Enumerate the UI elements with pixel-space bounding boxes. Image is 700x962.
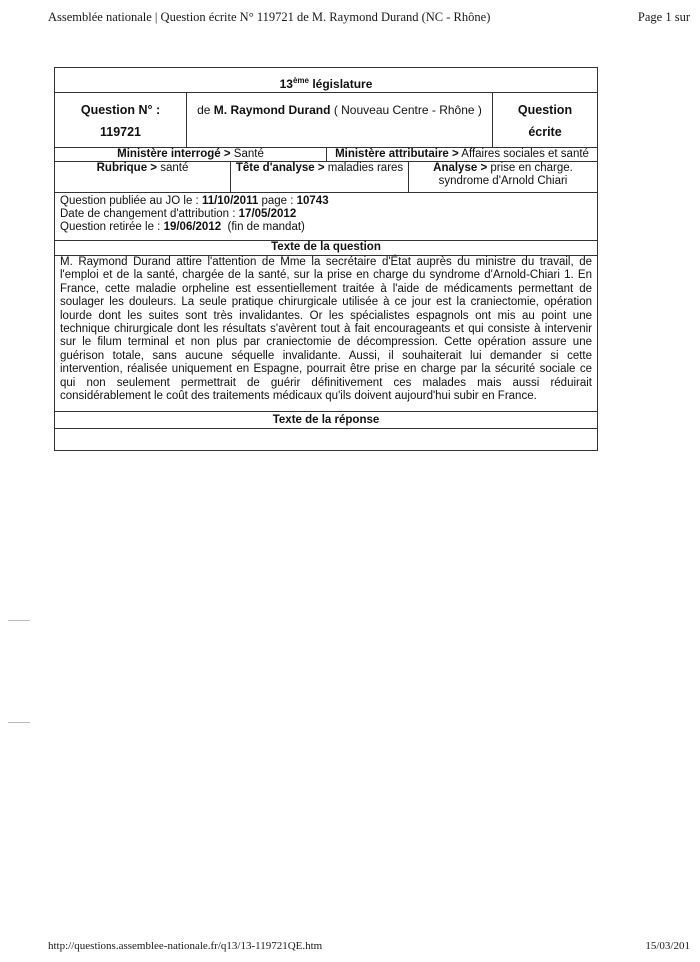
- ministry-attributed-cell: [327, 148, 597, 161]
- ministry-interrogated-label: Ministère interrogé >: [117, 148, 231, 160]
- withdrawn-date: 19/06/2012: [163, 221, 222, 233]
- question-type: Question écrite: [517, 103, 573, 139]
- legislature-suffix: ème: [292, 76, 309, 85]
- question-number-label: Question N° :: [80, 103, 161, 117]
- tete-analyse-label: Tête d'analyse >: [235, 162, 325, 174]
- tete-analyse-cell: [231, 162, 409, 192]
- divider: [55, 428, 597, 429]
- rubrique-cell: [55, 162, 231, 192]
- withdrawn-line: [60, 221, 592, 234]
- divider: [55, 411, 597, 412]
- classification-row: [55, 162, 597, 193]
- question-number-value: 119721: [99, 125, 142, 139]
- answer-section-title: Texte de la réponse: [272, 414, 380, 426]
- author-group: ( Nouveau Centre - Rhône ): [333, 103, 482, 117]
- question-section-title: Texte de la question: [271, 241, 381, 253]
- ministry-row: [55, 148, 597, 162]
- question-text: M. Raymond Durand attire l'attention de Mme la secrétaire d'État auprès du ministre du travail, de l'emploi et de la santé, chargée de la santé, sur la prise en charge du syndrome d'Arnold-Chiari 1. En France, cette maladie orpheline est essentiellement traitée à l'aide de médicaments permettant de soulager les douleurs. La seule pratique chirurgicale utilisée à ce jour est la craniectomie, opération lourde dont les suites sont très invalidantes. Or les spécialistes espagnols ont mis au point une technique chirurgicale dont les résultats s'avèrent tout à fait encourageants et qui consiste à intervenir sur le filum terminal et non plus par craniectomie de décompression. Cette opération assure une guérison totale, sans aucune séquelle invalidante. Aussi, il souhaiterait lui demander si cette intervention, réalisée uniquement en Espagne, pourrait être prise en charge par la sécurité sociale ce qui non seulement permettrait de guérir définitivement ces malades mais aussi réduirait considérablement le coût des traitements médicaux qu'ils doivent aujourd'hui subir en France.: [60, 256, 592, 403]
- changed-label: Date de changement d'attribution :: [60, 208, 236, 220]
- author-cell: [187, 93, 493, 147]
- ministry-attributed-label: Ministère attributaire >: [335, 148, 459, 160]
- rubrique-label: Rubrique >: [96, 162, 158, 174]
- question-info-row: [55, 93, 597, 148]
- page-label: page :: [261, 195, 294, 207]
- author-prefix: de: [197, 103, 211, 117]
- dates-block: [60, 195, 592, 234]
- legislature-label: législature: [312, 77, 373, 91]
- scan-mark: [8, 722, 30, 723]
- withdrawn-note: (fin de mandat): [227, 221, 305, 233]
- question-number-cell: [55, 93, 187, 147]
- legislature-header: [55, 68, 597, 93]
- ministry-interrogated-value: Santé: [233, 148, 264, 160]
- question-type-cell: [493, 93, 597, 147]
- ministry-interrogated-cell: [55, 148, 327, 161]
- published-label: Question publiée au JO le :: [60, 195, 199, 207]
- print-footer-date: 15/03/201: [645, 940, 690, 952]
- page-value: 10743: [296, 195, 329, 207]
- published-date: 11/10/2011: [201, 195, 259, 207]
- changed-date: 17/05/2012: [238, 208, 297, 220]
- analyse-cell: [409, 162, 597, 192]
- analyse-value: prise en charge. syndrome d'Arnold Chiari: [438, 162, 573, 187]
- published-line: [60, 195, 592, 208]
- print-footer-url: http://questions.assemblee-nationale.fr/q13/13-119721QE.htm: [48, 940, 323, 952]
- ministry-attributed-value: Affaires sociales et santé: [461, 148, 589, 160]
- rubrique-value: santé: [160, 162, 189, 174]
- tete-analyse-value: maladies rares: [327, 162, 404, 174]
- question-sheet: [54, 67, 598, 451]
- print-header-page: Page 1 sur: [637, 10, 690, 24]
- author-name: M. Raymond Durand: [213, 103, 331, 117]
- analyse-label: Analyse >: [433, 162, 488, 174]
- changed-line: [60, 208, 592, 221]
- scan-mark: [8, 620, 30, 621]
- withdrawn-label: Question retirée le :: [60, 221, 161, 233]
- legislature-number: 13: [279, 77, 293, 91]
- print-header-title: Assemblée nationale | Question écrite N° 119721 de M. Raymond Durand (NC - Rhône): [48, 10, 491, 24]
